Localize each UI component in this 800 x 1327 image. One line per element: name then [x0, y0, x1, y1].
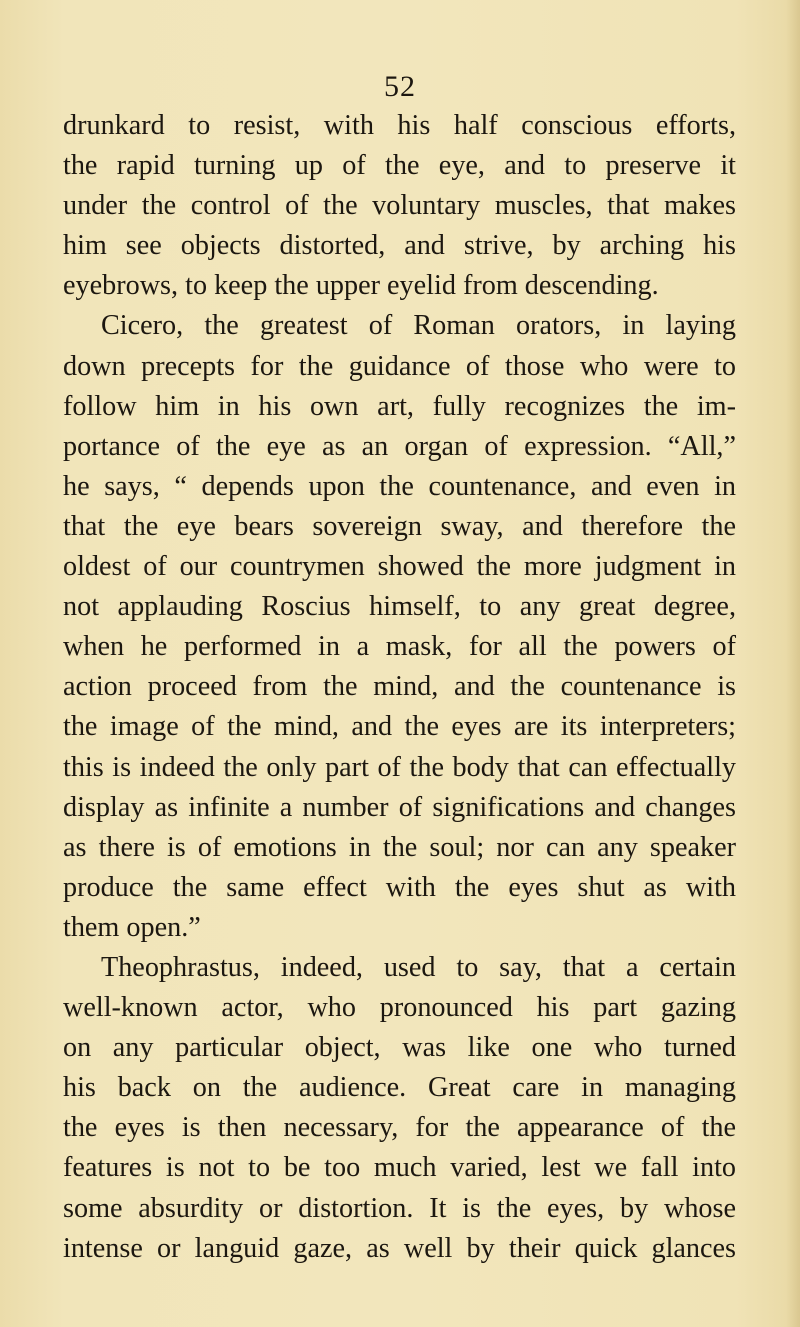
text-line: follow him in his own art, fully recognizes the im- — [63, 390, 736, 422]
page-number: 52 — [384, 70, 416, 103]
text-line: he says, “ depends upon the countenance, and even in — [63, 470, 736, 502]
text-line: under the control of the voluntary muscles, that makes — [63, 190, 736, 222]
text-line: not applauding Roscius himself, to any great degree, — [63, 591, 736, 623]
text-line: on any particular object, was like one who turned — [63, 1032, 736, 1064]
text-line: oldest of our countrymen showed the more judgment in — [63, 551, 736, 583]
text-line: display as infinite a number of significations and changes — [63, 791, 736, 823]
text-line: produce the same effect with the eyes shut as with — [63, 871, 736, 903]
text-line: them open.” — [63, 911, 201, 943]
text-line: eyebrows, to keep the upper eyelid from descending. — [63, 270, 659, 302]
text-line: drunkard to resist, with his half conscious efforts, — [63, 110, 736, 141]
text-line: down precepts for the guidance of those who were to — [63, 350, 736, 382]
text-line: this is indeed the only part of the body that can effectually — [63, 751, 736, 783]
text-line: his back on the audience. Great care in managing — [63, 1072, 736, 1104]
text-line: the eyes is then necessary, for the appearance of the — [63, 1112, 736, 1144]
page-body-text — [63, 106, 736, 1269]
text-line: features is not to be too much varied, lest we fall into — [63, 1152, 736, 1184]
text-line: some absurdity or distortion. It is the eyes, by whose — [63, 1192, 736, 1224]
text-line: well-known actor, who pronounced his part gazing — [63, 992, 736, 1024]
page-edge-shadow — [786, 0, 800, 1327]
text-line: Theophrastus, indeed, used to say, that a certain — [101, 951, 736, 983]
text-line: Cicero, the greatest of Roman orators, in laying — [101, 310, 736, 342]
text-line: intense or languid gaze, as well by their quick glances — [63, 1232, 736, 1264]
text-line: as there is of emotions in the soul; nor can any speaker — [63, 831, 736, 863]
text-line: him see objects distorted, and strive, by arching his — [63, 230, 736, 262]
text-line: action proceed from the mind, and the countenance is — [63, 671, 736, 703]
text-line: the image of the mind, and the eyes are its interpreters; — [63, 711, 736, 743]
text-line: the rapid turning up of the eye, and to preserve it — [63, 150, 736, 182]
text-line: portance of the eye as an organ of expression. “All,” — [63, 430, 736, 462]
text-line: when he performed in a mask, for all the powers of — [63, 631, 736, 663]
text-line: that the eye bears sovereign sway, and therefore the — [63, 510, 736, 542]
